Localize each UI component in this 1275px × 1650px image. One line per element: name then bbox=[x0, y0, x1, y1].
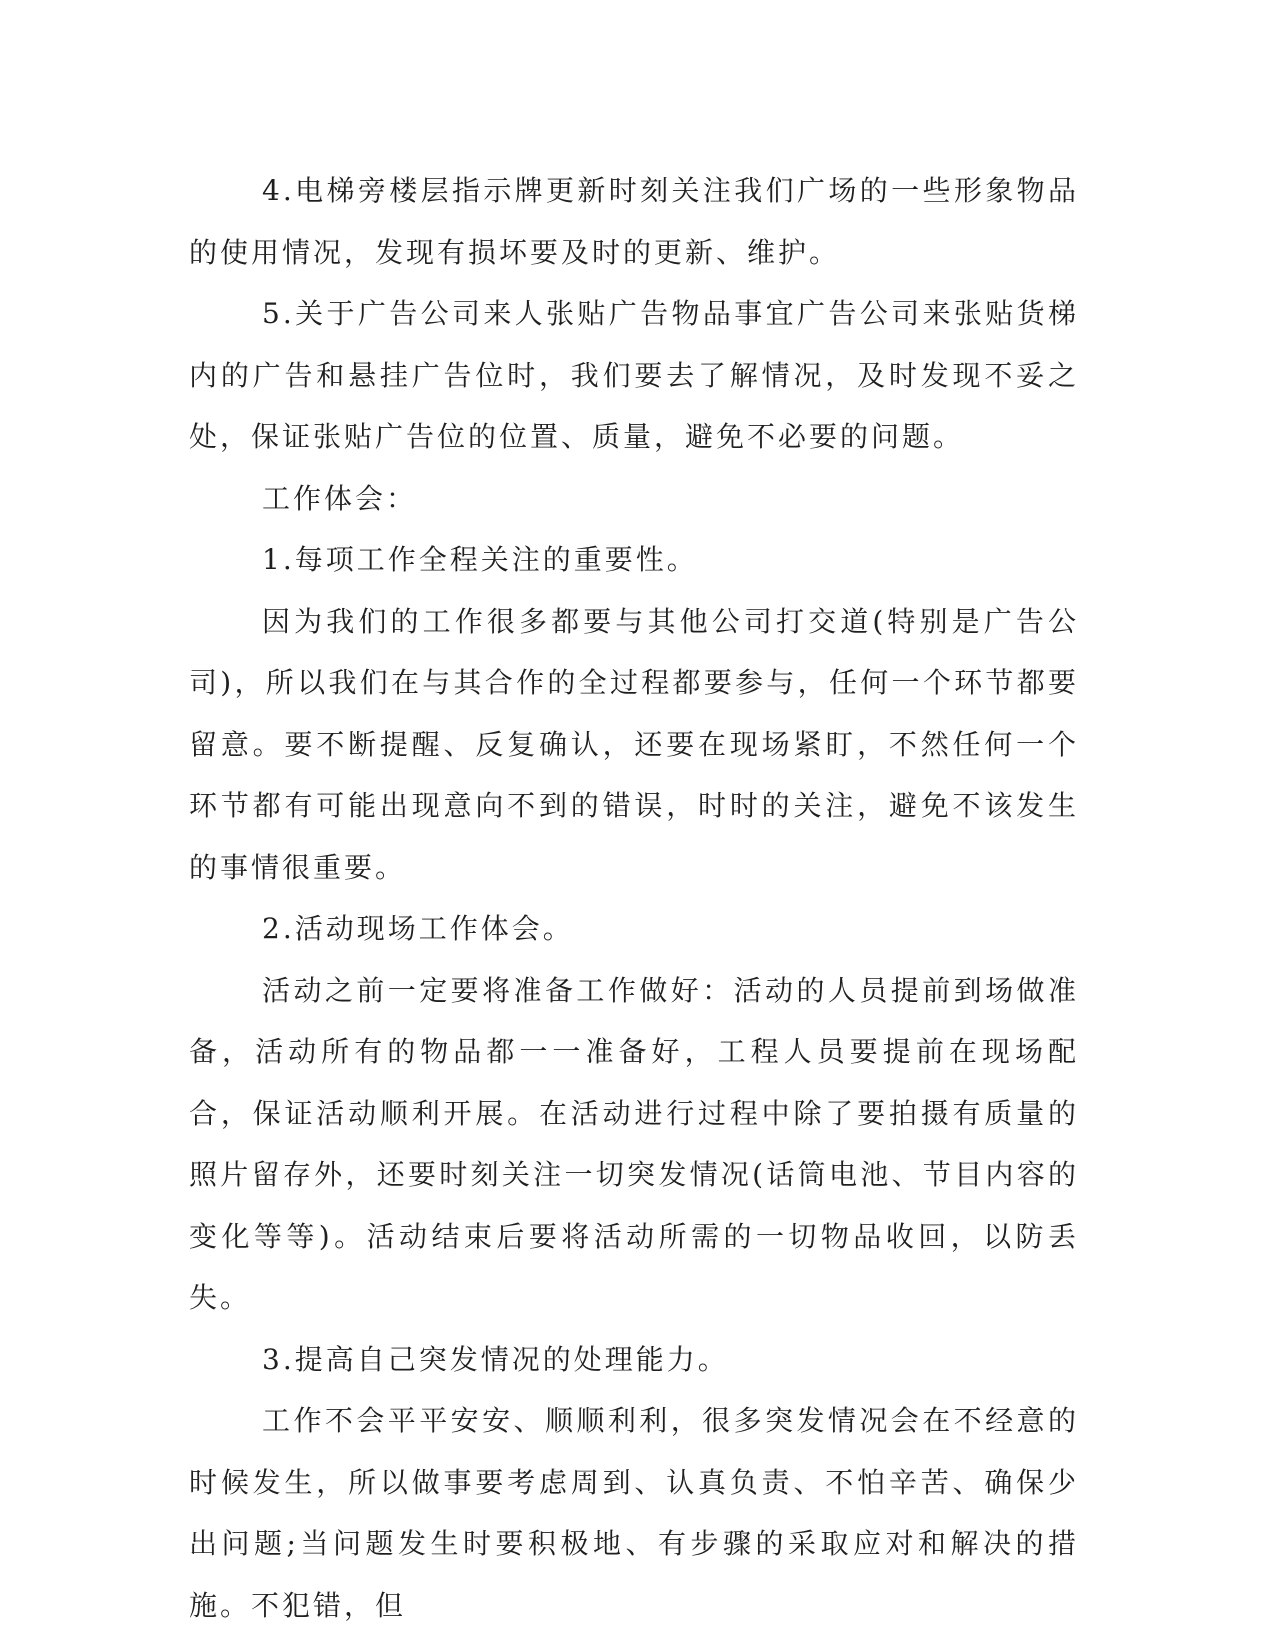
experience-point-1: 1.每项工作全程关注的重要性。 bbox=[262, 543, 698, 576]
experience-point-2-detail: 活动之前一定要将准备工作做好：活动的人员提前到场做准备，活动所有的物品都一一准备好，工程人员要提前在现场配合，保证活动顺利开展。在活动进行过程中除了要拍摄有质量的照片留存外，还要时刻关注一切突发情况(话筒电池、节目内容的变化等等)。活动结束后要将活动所需的一切物品收回，以防丢失。 bbox=[189, 973, 1079, 1314]
experience-point-3: 3.提高自己突发情况的处理能力。 bbox=[262, 1342, 729, 1376]
paragraph-item-4: 4.电梯旁楼层指示牌更新时刻关注我们广场的一些形象物品的使用情况，发现有损坏要及时的更新、维护。 bbox=[189, 174, 1079, 269]
section-heading-work-experience: 工作体会： bbox=[262, 481, 418, 515]
experience-point-3-detail: 工作不会平平安安、顺顺利利，很多突发情况会在不经意的时候发生，所以做事要考虑周到、认真负责、不怕辛苦、确保少出问题;当问题发生时要积极地、有步骤的采取应对和解决的措施。不犯错，但 bbox=[189, 1404, 1079, 1622]
experience-point-1-detail: 因为我们的工作很多都要与其他公司打交道(特别是广告公司)，所以我们在与其合作的全过程都要参与，任何一个环节都要留意。要不断提醒、反复确认，还要在现场紧盯，不然任何一个环节都有可能出现意向不到的错误，时时的关注，避免不该发生的事情很重要。 bbox=[189, 604, 1079, 884]
paragraph-item-5: 5.关于广告公司来人张贴广告物品事宜广告公司来张贴货梯内的广告和悬挂广告位时，我们要去了解情况，及时发现不妥之处，保证张贴广告位的位置、质量，避免不必要的问题。 bbox=[189, 297, 1079, 453]
experience-point-2: 2.活动现场工作体会。 bbox=[262, 912, 574, 945]
document-body bbox=[189, 160, 1079, 1636]
